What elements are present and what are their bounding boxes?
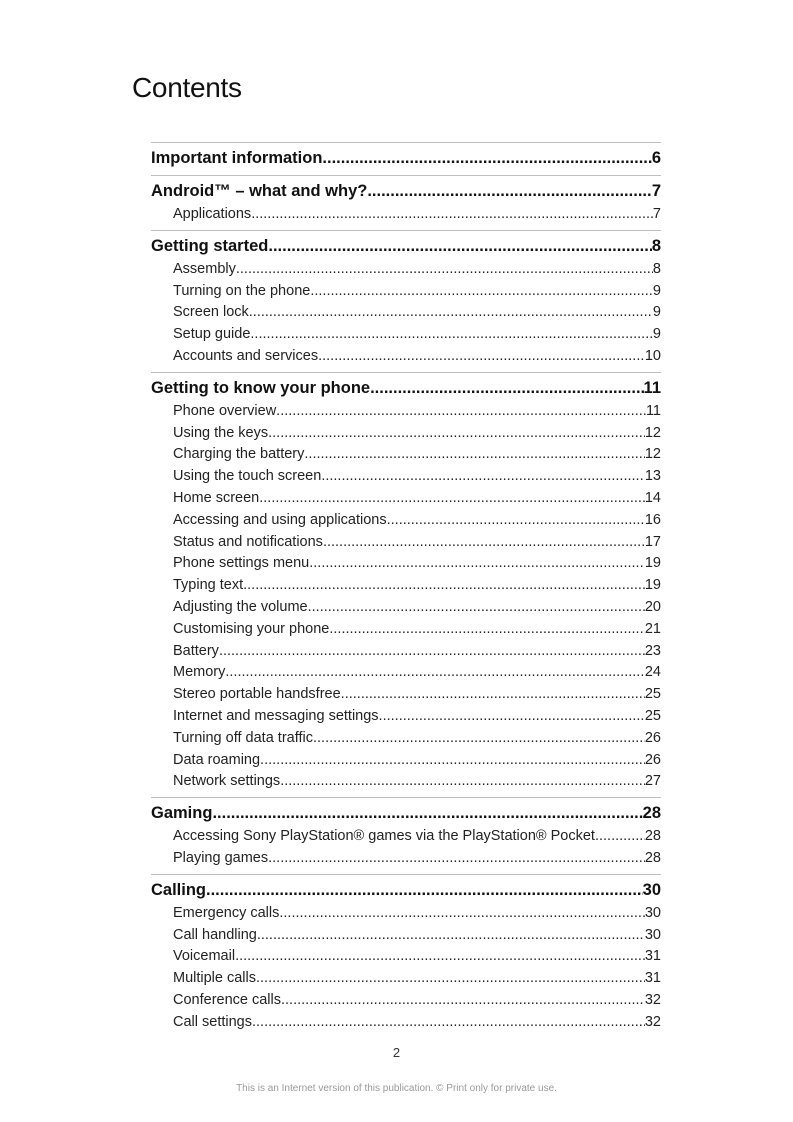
toc-entry-title: Applications	[173, 206, 252, 222]
toc-entry[interactable]	[151, 510, 661, 532]
toc-entry[interactable]	[151, 925, 661, 947]
toc-entry-title: Home screen	[173, 489, 260, 506]
toc-entry-page: 19	[644, 555, 661, 572]
toc-heading-title: Android™ – what and why?	[151, 182, 368, 200]
toc-heading-page: 8	[651, 236, 661, 255]
toc-heading[interactable]	[151, 877, 661, 903]
toc-entry[interactable]	[151, 401, 661, 423]
toc-entry[interactable]	[151, 466, 661, 488]
dot-leader	[259, 488, 645, 510]
toc-entry-title: Phone overview	[173, 402, 277, 419]
toc-entry[interactable]	[151, 968, 661, 990]
dot-leader	[341, 684, 645, 706]
toc-section	[151, 372, 661, 793]
toc-entry-page: 28	[644, 828, 661, 845]
dot-leader	[313, 728, 645, 750]
toc-heading-page: 7	[651, 182, 661, 200]
toc-entry-title: Playing games	[173, 849, 269, 866]
toc-entry-title: Data roaming	[173, 751, 261, 768]
dot-leader	[367, 178, 651, 204]
toc-entry-page: 21	[644, 620, 661, 637]
toc-section	[151, 874, 661, 1034]
toc-section	[151, 142, 661, 171]
toc-entry-page: 24	[644, 664, 661, 681]
toc-entry[interactable]	[151, 662, 661, 684]
toc-entry-page: 32	[644, 1013, 661, 1030]
toc-entry[interactable]	[151, 706, 661, 728]
toc-entry-page: 14	[644, 489, 661, 506]
dot-leader	[268, 848, 645, 870]
toc-entry-page: 12	[644, 424, 661, 441]
toc-entry-title: Conference calls	[173, 991, 281, 1008]
toc-entry[interactable]	[151, 444, 661, 466]
dot-leader	[256, 968, 645, 990]
dot-leader	[257, 925, 645, 947]
toc-entry-page: 17	[644, 533, 661, 550]
dot-leader	[279, 903, 644, 925]
dot-leader	[280, 771, 645, 793]
toc-entry-page: 23	[644, 642, 661, 659]
toc-entry-title: Network settings	[173, 773, 281, 790]
toc-entry[interactable]	[151, 423, 661, 445]
toc-entry[interactable]	[151, 826, 661, 848]
toc-entry-title: Accounts and services	[173, 347, 319, 364]
toc-entry[interactable]	[151, 990, 661, 1012]
toc-entry-page: 11	[645, 402, 661, 419]
toc-entry-page: 31	[644, 948, 661, 965]
dot-leader	[310, 281, 653, 303]
toc-heading-title: Gaming	[151, 804, 213, 823]
toc-entry-page: 9	[652, 304, 661, 321]
toc-entry-page: 25	[644, 707, 661, 724]
toc-heading[interactable]	[151, 145, 661, 171]
dot-leader	[281, 990, 645, 1012]
toc-heading-page: 11	[643, 378, 661, 397]
toc-entry[interactable]	[151, 597, 661, 619]
toc-entry-page: 16	[644, 511, 661, 528]
table-of-contents	[151, 142, 661, 1038]
dot-leader	[249, 302, 653, 324]
toc-entry-page: 9	[652, 326, 661, 343]
toc-entry-title: Status and notifications	[173, 533, 323, 550]
dot-leader	[322, 145, 651, 171]
dot-leader	[219, 641, 645, 663]
dot-leader	[251, 204, 653, 226]
toc-entry-title: Customising your phone	[173, 620, 330, 637]
toc-entry-page: 27	[644, 773, 661, 790]
toc-entry[interactable]	[151, 684, 661, 706]
toc-section	[151, 230, 661, 368]
page-title: Contents	[132, 72, 242, 103]
toc-entry[interactable]	[151, 204, 661, 226]
toc-entry-page: 7	[652, 206, 661, 222]
dot-leader	[304, 444, 644, 466]
dot-leader	[323, 532, 645, 554]
toc-entry-page: 9	[652, 282, 661, 299]
toc-entry[interactable]	[151, 641, 661, 663]
toc-heading[interactable]	[151, 375, 661, 401]
toc-entry-page: 26	[644, 751, 661, 768]
toc-heading[interactable]	[151, 233, 661, 259]
toc-entry-title: Stereo portable handsfree	[173, 686, 341, 703]
toc-entry-title: Voicemail	[173, 948, 236, 965]
toc-entry-title: Using the touch screen	[173, 468, 322, 485]
toc-entry-page: 25	[644, 686, 661, 703]
dot-leader	[212, 800, 642, 826]
toc-entry[interactable]	[151, 1012, 661, 1034]
toc-entry-page: 10	[644, 347, 661, 364]
toc-section	[151, 175, 661, 226]
toc-entry-title: Call handling	[173, 926, 257, 943]
dot-leader	[276, 401, 646, 423]
toc-entry[interactable]	[151, 553, 661, 575]
footer-note: This is an Internet version of this publication. © Print only for private use.	[236, 1083, 557, 1094]
toc-entry-title: Emergency calls	[173, 904, 280, 921]
toc-entry-page: 31	[644, 970, 661, 987]
toc-entry[interactable]	[151, 259, 661, 281]
toc-heading-title: Getting to know your phone	[151, 378, 371, 397]
dot-leader	[250, 324, 653, 346]
toc-entry[interactable]	[151, 488, 661, 510]
toc-entry-title: Turning on the phone	[173, 282, 311, 299]
toc-heading-page: 6	[651, 149, 661, 167]
toc-entry[interactable]	[151, 619, 661, 641]
toc-heading-page: 28	[642, 804, 661, 823]
dot-leader	[235, 946, 645, 968]
toc-entry[interactable]	[151, 532, 661, 554]
dot-leader	[206, 877, 643, 903]
toc-entry-title: Multiple calls	[173, 970, 256, 987]
toc-entry-title: Accessing Sony PlayStation® games via the PlayStation® Pocket	[173, 828, 595, 845]
dot-leader	[268, 233, 651, 259]
toc-entry[interactable]	[151, 750, 661, 772]
toc-entry[interactable]	[151, 946, 661, 968]
toc-entry-page: 20	[644, 598, 661, 615]
toc-entry-page: 30	[644, 904, 661, 921]
toc-entry-title: Accessing and using applications	[173, 511, 387, 528]
toc-heading[interactable]	[151, 178, 661, 204]
dot-leader	[243, 575, 645, 597]
toc-entry-title: Internet and messaging settings	[173, 707, 379, 724]
toc-entry[interactable]	[151, 281, 661, 303]
toc-entry-page: 19	[644, 577, 661, 594]
dot-leader	[321, 466, 645, 488]
toc-entry-title: Call settings	[173, 1013, 252, 1030]
dot-leader	[387, 510, 645, 532]
toc-entry-title: Using the keys	[173, 424, 269, 441]
toc-entry-title: Battery	[173, 642, 219, 659]
dot-leader	[260, 750, 645, 772]
toc-entry-page: 30	[644, 926, 661, 943]
toc-entry-title: Turning off data traffic	[173, 729, 313, 746]
page-number: 2	[392, 1045, 401, 1060]
toc-entry-title: Assembly	[173, 260, 236, 277]
dot-leader	[268, 423, 645, 445]
toc-entry-page: 13	[644, 468, 661, 485]
toc-entry-page: 12	[644, 446, 661, 463]
dot-leader	[318, 346, 645, 368]
dot-leader	[225, 662, 644, 684]
toc-entry[interactable]	[151, 728, 661, 750]
toc-entry-title: Memory	[173, 664, 226, 681]
toc-entry-title: Typing text	[173, 577, 244, 594]
toc-section	[151, 797, 661, 870]
dot-leader	[308, 597, 645, 619]
toc-heading[interactable]	[151, 800, 661, 826]
toc-entry[interactable]	[151, 771, 661, 793]
dot-leader	[252, 1012, 645, 1034]
toc-entry[interactable]	[151, 903, 661, 925]
toc-entry-title: Charging the battery	[173, 446, 305, 463]
dot-leader	[309, 553, 645, 575]
toc-entry[interactable]	[151, 324, 661, 346]
toc-entry-title: Screen lock	[173, 304, 249, 321]
toc-entry[interactable]	[151, 346, 661, 368]
toc-entry[interactable]	[151, 848, 661, 870]
toc-entry[interactable]	[151, 575, 661, 597]
toc-entry[interactable]	[151, 302, 661, 324]
toc-heading-page: 30	[642, 880, 661, 899]
toc-entry-page: 8	[652, 260, 661, 277]
toc-entry-page: 28	[644, 849, 661, 866]
toc-heading-title: Important information	[151, 149, 323, 167]
dot-leader	[329, 619, 644, 641]
dot-leader	[595, 826, 645, 848]
toc-entry-title: Setup guide	[173, 326, 251, 343]
dot-leader	[370, 375, 643, 401]
toc-entry-page: 32	[644, 991, 661, 1008]
toc-entry-title: Phone settings menu	[173, 555, 310, 572]
dot-leader	[379, 706, 645, 728]
toc-entry-title: Adjusting the volume	[173, 598, 308, 615]
toc-heading-title: Getting started	[151, 236, 269, 255]
toc-entry-page: 26	[644, 729, 661, 746]
toc-heading-title: Calling	[151, 880, 207, 899]
dot-leader	[236, 259, 653, 281]
